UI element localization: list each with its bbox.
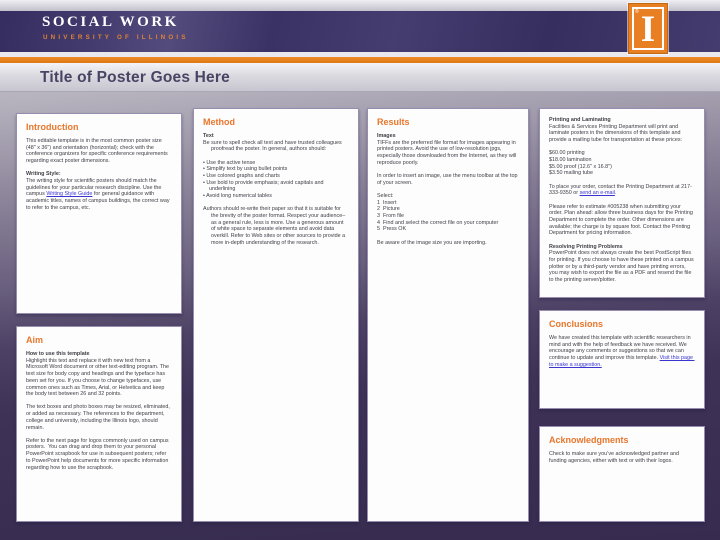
printing-p2-text: To place your order, contact the Printing Department at 217-333-9350 or — [549, 183, 692, 197]
price-item: $5.00 proof (12.6" x 16.8") — [549, 163, 612, 170]
introduction-box — [16, 113, 182, 314]
method-title: Method — [203, 117, 235, 127]
send-email-link[interactable]: send an e-mail — [579, 190, 615, 197]
introduction-paragraph-1: This editable template is in the most common poster size (48" x 36") and orientation (horizontal); check with the conference organizers for specific conference requirements regarding exact poster dimensions. — [26, 138, 170, 165]
results-title: Results — [377, 117, 410, 127]
conclusions-box — [539, 310, 705, 409]
aim-paragraph-1: Highlight this text and replace it with new text from a Microsoft Word document or other text-editing program. The text size for body copy and headings and the typeface has been set for you. If you choose to change typefaces, use common ones such as Times, Arial, or Helvetica and keep the body text between 26 and 32 points. — [26, 357, 171, 398]
results-step-list — [377, 193, 519, 233]
acknowledgments-title: Acknowledgments — [549, 435, 629, 445]
writing-style-guide-link[interactable]: Writing Style Guide — [46, 191, 93, 198]
printing-box — [539, 108, 705, 298]
printing-paragraph-3: Please refer to estimate #005238 when submitting your order. Plan ahead: allow three business days for the Printing Department to complete the order. Other dimensions are available; the charge is by square foot. Contact the Printing Department for pricing information. — [549, 203, 695, 237]
conclusions-title: Conclusions — [549, 319, 604, 329]
header-band — [0, 11, 720, 52]
step-item: 2 Picture — [377, 206, 400, 213]
select-label: Select: — [377, 192, 394, 199]
bullet-item: • Simplify text by using bullet points — [203, 166, 288, 173]
introduction-title: Introduction — [26, 122, 79, 132]
aim-heading: How to use this template — [26, 351, 90, 357]
price-item: $60.00 printing — [549, 150, 585, 157]
column-i-icon: I — [640, 9, 656, 50]
title-band — [0, 63, 720, 92]
conclusions-paragraph-1 — [549, 335, 695, 369]
printing-paragraph-1: Facilities & Services Printing Department will print and laminate posters in the dimensions of this template and provide a mailing tube for transportation at these prices: — [549, 123, 683, 144]
conclusions-p1-text: We have created this template with scientific researchers in mind and with the help of feedback we have received. We encourage any comments or suggestions so that we can continue to update and improve this template. — [549, 335, 693, 362]
step-item: 5 Press OK — [377, 226, 407, 233]
registered-mark-icon: ® — [635, 9, 639, 15]
aim-paragraph-3: Refer to the next page for logos commonly used on campus posters. You can drag and drop them to your personal PowerPoint scrapbook for use in subsequent posters; refer to PowerPoint help documents for more specific information regarding how to use the scrapbook. — [26, 437, 171, 471]
introduction-p2-text-after: for general guidance with academic titles, names of campus buildings, the correct way to refer to the campus, etc. — [26, 191, 172, 211]
aim-title: Aim — [26, 335, 44, 345]
introduction-paragraph-2 — [26, 178, 172, 212]
introduction-p2-text: The writing style for scientific posters should match the guidelines for your particular research discipline. Use the campus — [26, 178, 163, 198]
results-heading: Images — [377, 133, 396, 139]
bullet-item: • Use colored graphs and charts — [203, 173, 280, 180]
top-strip — [0, 0, 720, 11]
method-box — [193, 108, 359, 522]
results-paragraph-3: Be aware of the image size you are importing. — [377, 239, 487, 246]
price-list — [549, 150, 695, 177]
poster-title: Title of Poster Goes Here — [40, 69, 230, 86]
step-item: 4 Find and select the correct file on your computer — [377, 219, 499, 226]
writing-style-heading: Writing Style: — [26, 171, 61, 178]
printing-title: Printing and Laminating — [549, 117, 611, 123]
illinois-logo — [628, 3, 668, 54]
brand-subtitle: UNIVERSITY OF ILLINOIS — [43, 34, 189, 41]
price-item: $3.50 mailing tube — [549, 170, 594, 177]
results-paragraph-1: TIFFs are the preferred file format for images appearing in printed posters. Avoid the use of low-resolution jpgs, especially those downloaded from the Internet, as they will reproduce poorly. — [377, 139, 518, 166]
price-item: $18.00 lamination — [549, 157, 592, 164]
method-bullet-list — [203, 160, 349, 200]
results-box — [367, 108, 529, 522]
printing-paragraph-2 — [549, 184, 695, 197]
results-paragraph-2: In order to insert an image, use the menu toolbar at the top of your screen. — [377, 173, 520, 186]
bullet-item: • Use bold to provide emphasis; avoid capitals and underlining — [203, 179, 326, 193]
method-paragraph-2: Authors should re-write their paper so that it is suitable for the brevity of the poster format. Respect your audience–as a general rule, less is more. Use a generous amount of white space to separate elements and avoid data overkill. Refer to Web sites or other sources to provide a more in-depth understanding of the research. — [203, 206, 347, 246]
bullet-item: • Avoid long numerical tables — [203, 193, 272, 200]
aim-paragraph-2: The text boxes and photo boxes may be resized, eliminated, or added as necessary. The references to the department, college and university, including the Illinois logo, should remain. — [26, 404, 172, 431]
method-heading: Text — [203, 133, 214, 139]
printing-paragraph-4: PowerPoint does not always create the best PostScript files for printing. If you choose to have these printed on a campus plotter or by a third-party vendor and have printing errors, you may wish to export the file as a PDF and resend the file to the printing server/plotter. — [549, 250, 696, 284]
acknowledgments-box — [539, 426, 705, 522]
resolving-problems-heading: Resolving Printing Problems — [549, 243, 623, 250]
step-item: 1 Insert — [377, 199, 397, 206]
step-item: 3 From file — [377, 213, 404, 220]
brand-title: SOCIAL WORK — [42, 14, 179, 30]
suggestion-link[interactable]: Visit this page to make a suggestion. — [549, 355, 695, 368]
aim-box — [16, 326, 182, 522]
printing-p2-text-after: . — [614, 190, 617, 197]
bullet-item: • Use the active tense — [203, 159, 256, 166]
acknowledgments-paragraph-1: Check to make sure you’ve acknowledged partner and funding agencies, either with text or with their logos. — [549, 451, 681, 464]
method-paragraph-1: Be sure to spell check all text and have trusted colleagues proofread the poster. In general, authors should: — [203, 139, 344, 153]
